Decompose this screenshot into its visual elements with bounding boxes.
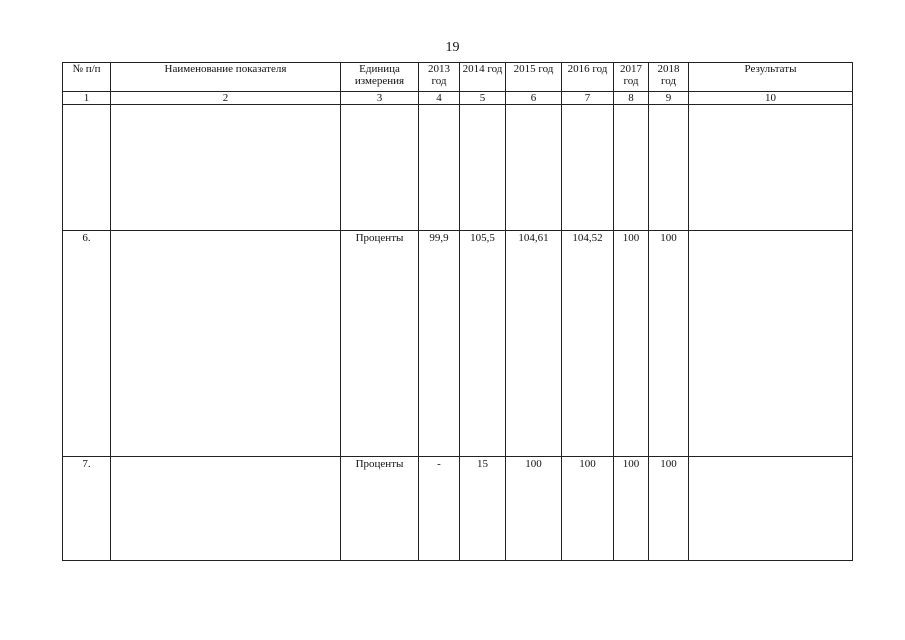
unit	[341, 105, 419, 231]
table-row	[63, 231, 853, 457]
column-number: 9	[649, 92, 689, 105]
indicators-table	[62, 62, 853, 561]
header-row	[63, 63, 853, 92]
value-2014: 15	[460, 457, 506, 561]
column-number: 8	[614, 92, 649, 105]
value-2013	[419, 105, 460, 231]
row-num: 7.	[63, 457, 111, 561]
value-2015	[506, 105, 562, 231]
indicator-name	[111, 105, 341, 231]
value-2016: 100	[562, 457, 614, 561]
header-2015: 2015 год	[506, 63, 562, 92]
value-2018: 100	[649, 231, 689, 457]
table-row	[63, 105, 853, 231]
column-number: 10	[689, 92, 853, 105]
column-number: 2	[111, 92, 341, 105]
header-results: Результаты	[689, 63, 853, 92]
column-numbers-row	[63, 92, 853, 105]
column-number: 7	[562, 92, 614, 105]
header-2018: 2018 год	[649, 63, 689, 92]
value-2017: 100	[614, 231, 649, 457]
header-2016: 2016 год	[562, 63, 614, 92]
page-number: 19	[445, 40, 460, 55]
value-2017	[614, 105, 649, 231]
row-num: 6.	[63, 231, 111, 457]
column-number: 3	[341, 92, 419, 105]
indicator-name	[111, 457, 341, 561]
value-2013: 99,9	[419, 231, 460, 457]
header-2017: 2017 год	[614, 63, 649, 92]
column-number: 4	[419, 92, 460, 105]
results-text	[689, 457, 853, 561]
header-num: № п/п	[63, 63, 111, 92]
value-2015: 100	[506, 457, 562, 561]
table-row	[63, 457, 853, 561]
results-text	[689, 105, 853, 231]
unit: Проценты	[341, 457, 419, 561]
indicator-name	[111, 231, 341, 457]
header-2013: 2013 год	[419, 63, 460, 92]
column-number: 6	[506, 92, 562, 105]
row-num	[63, 105, 111, 231]
value-2018	[649, 105, 689, 231]
header-name: Наименование показателя	[111, 63, 341, 92]
header-unit: Единица измерения	[341, 63, 419, 92]
header-2014: 2014 год	[460, 63, 506, 92]
value-2014	[460, 105, 506, 231]
value-2013: -	[419, 457, 460, 561]
value-2018: 100	[649, 457, 689, 561]
unit: Проценты	[341, 231, 419, 457]
value-2016: 104,52	[562, 231, 614, 457]
column-number: 5	[460, 92, 506, 105]
value-2014: 105,5	[460, 231, 506, 457]
value-2017: 100	[614, 457, 649, 561]
value-2015: 104,61	[506, 231, 562, 457]
value-2016	[562, 105, 614, 231]
column-number: 1	[63, 92, 111, 105]
results-text	[689, 231, 853, 457]
